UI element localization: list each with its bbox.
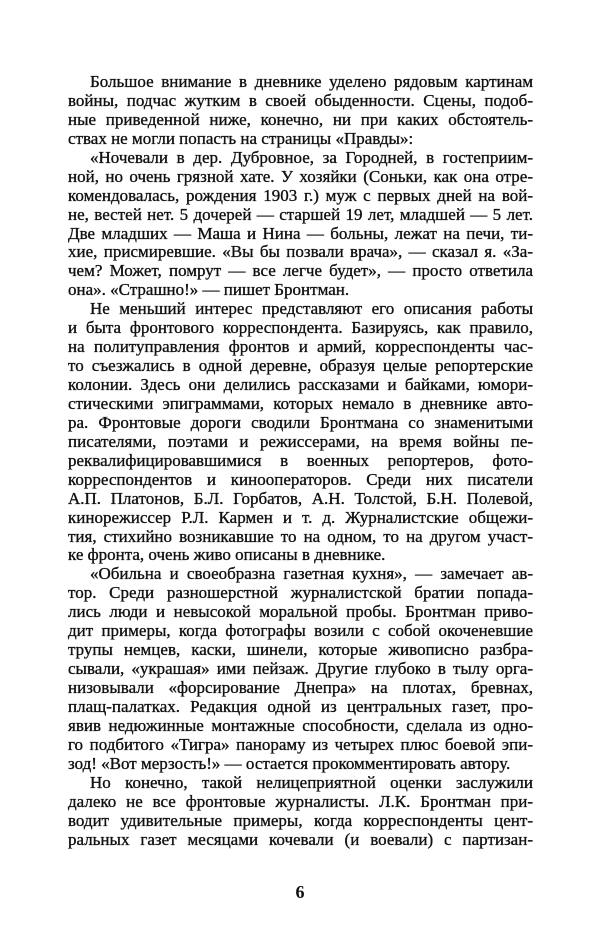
paragraph [68, 565, 533, 773]
paragraph [68, 149, 533, 301]
text-line: комендовалась, рождения 1903 г.) муж с первых дней на вой- [68, 185, 533, 205]
paragraph [68, 300, 533, 565]
text-line: трупы немцев, каски, шинели, которые живописно разбра- [68, 640, 533, 660]
text-line: лись люди и невысокой моральной пробы. Бронтман приво- [68, 602, 533, 622]
text-line: Две младших — Маша и Нина — больны, лежат на печи, ти- [68, 223, 533, 243]
text-line: низовывали «форсирование Днепра» на плотах, бревнах, [68, 678, 533, 697]
text-line: на политуправления фронтов и армий, корреспонденты час- [68, 337, 533, 357]
text-line: стическими эпиграммами, которых немало в дневнике авто- [68, 393, 533, 413]
paragraph [68, 774, 533, 850]
text-line: явив недюжинные монтажные способности, сделала из одно- [68, 715, 533, 735]
text-line: «Обильна и своеобразна газетная кухня», — замечает ав- [90, 564, 533, 584]
text-line: «Ночевали в дер. Дубровное, за Городней, в гостеприим- [90, 147, 533, 167]
text-line: Большое внимание в дневнике уделено рядовым картинам [90, 72, 533, 91]
text-line: хие, присмиревшие. «Вы бы позвали врача», — сказал я. «За- [68, 242, 533, 262]
text-line: го подбитого «Тигра» панораму из четырех плюс боевой эпи- [68, 734, 533, 754]
text-line: зод! «Вот мерзость!» — остается прокомментировать автору. [68, 753, 511, 773]
page-number: 6 [295, 882, 305, 902]
text-line: ной, но очень грязной хате. У хозяйки (Соньки, как она отре- [68, 166, 533, 186]
text-line: и быта фронтового корреспондента. Базируясь, как правило, [68, 318, 533, 338]
text-line: ральных газет месяцами кочевали (и воевали) с партизан- [68, 829, 533, 849]
text-line: А.П. Платонов, Б.Л. Горбатов, А.Н. Толстой, Б.Н. Полевой, [68, 488, 533, 508]
text-line: плащ-палатках. Редакция одной из центральных газет, про- [68, 696, 533, 716]
text-line: водит удивительные примеры, когда корреспонденты цент- [68, 810, 533, 830]
book-page-text [68, 73, 533, 849]
text-line: корреспондентов и кинооператоров. Среди них писатели [68, 469, 533, 489]
text-line: чем? Может, помрут — все легче будет», — просто ответила [68, 261, 533, 281]
text-line: то съезжались в одной деревне, образуя целые репортерские [68, 356, 533, 376]
text-line: сывали, «украшая» ими пейзаж. Другие глубоко в тылу орга- [68, 659, 533, 679]
text-line: она». «Страшно!» — пишет Бронтман. [68, 280, 350, 300]
text-line: далеко не все фронтовые журналисты. Л.К. Бронтман при- [68, 791, 533, 811]
text-line: ствах не могли попасть на страницы «Правды»: [68, 128, 414, 148]
text-line: кинорежиссер Р.Л. Кармен и т. д. Журналистские общежи- [68, 507, 533, 527]
text-line: не, вестей нет. 5 дочерей — старшей 19 лет, младшей — 5 лет. [68, 204, 533, 224]
text-line: ра. Фронтовые дороги сводили Бронтмана со знаменитыми [68, 412, 533, 432]
text-line: реквалифицировавшимися в военных репортеров, фото- [68, 450, 533, 470]
text-line: ке фронта, очень живо описаны в дневнике. [68, 545, 386, 565]
text-line: ные приведенной ниже, конечно, ни при каких обстоятель- [68, 109, 533, 129]
paragraph [68, 73, 533, 149]
text-line: тор. Среди разношерстной журналистской братии попада- [68, 583, 533, 603]
text-line: дит примеры, когда фотографы возили с собой окоченевшие [68, 621, 533, 641]
text-line: Не меньший интерес представляют его описания работы [90, 299, 533, 319]
text-line: тия, стихийно возникавшие то на одном, то на другом участ- [68, 526, 533, 546]
text-line: колонии. Здесь они делились рассказами и байками, юмори- [68, 375, 533, 394]
text-line: писателями, поэтами и режиссерами, на время войны пе- [68, 431, 533, 451]
text-line: войны, подчас жутким в своей обыденности. Сцены, подоб- [68, 90, 533, 110]
text-line: Но конечно, такой нелицеприятной оценки заслужили [90, 772, 533, 792]
